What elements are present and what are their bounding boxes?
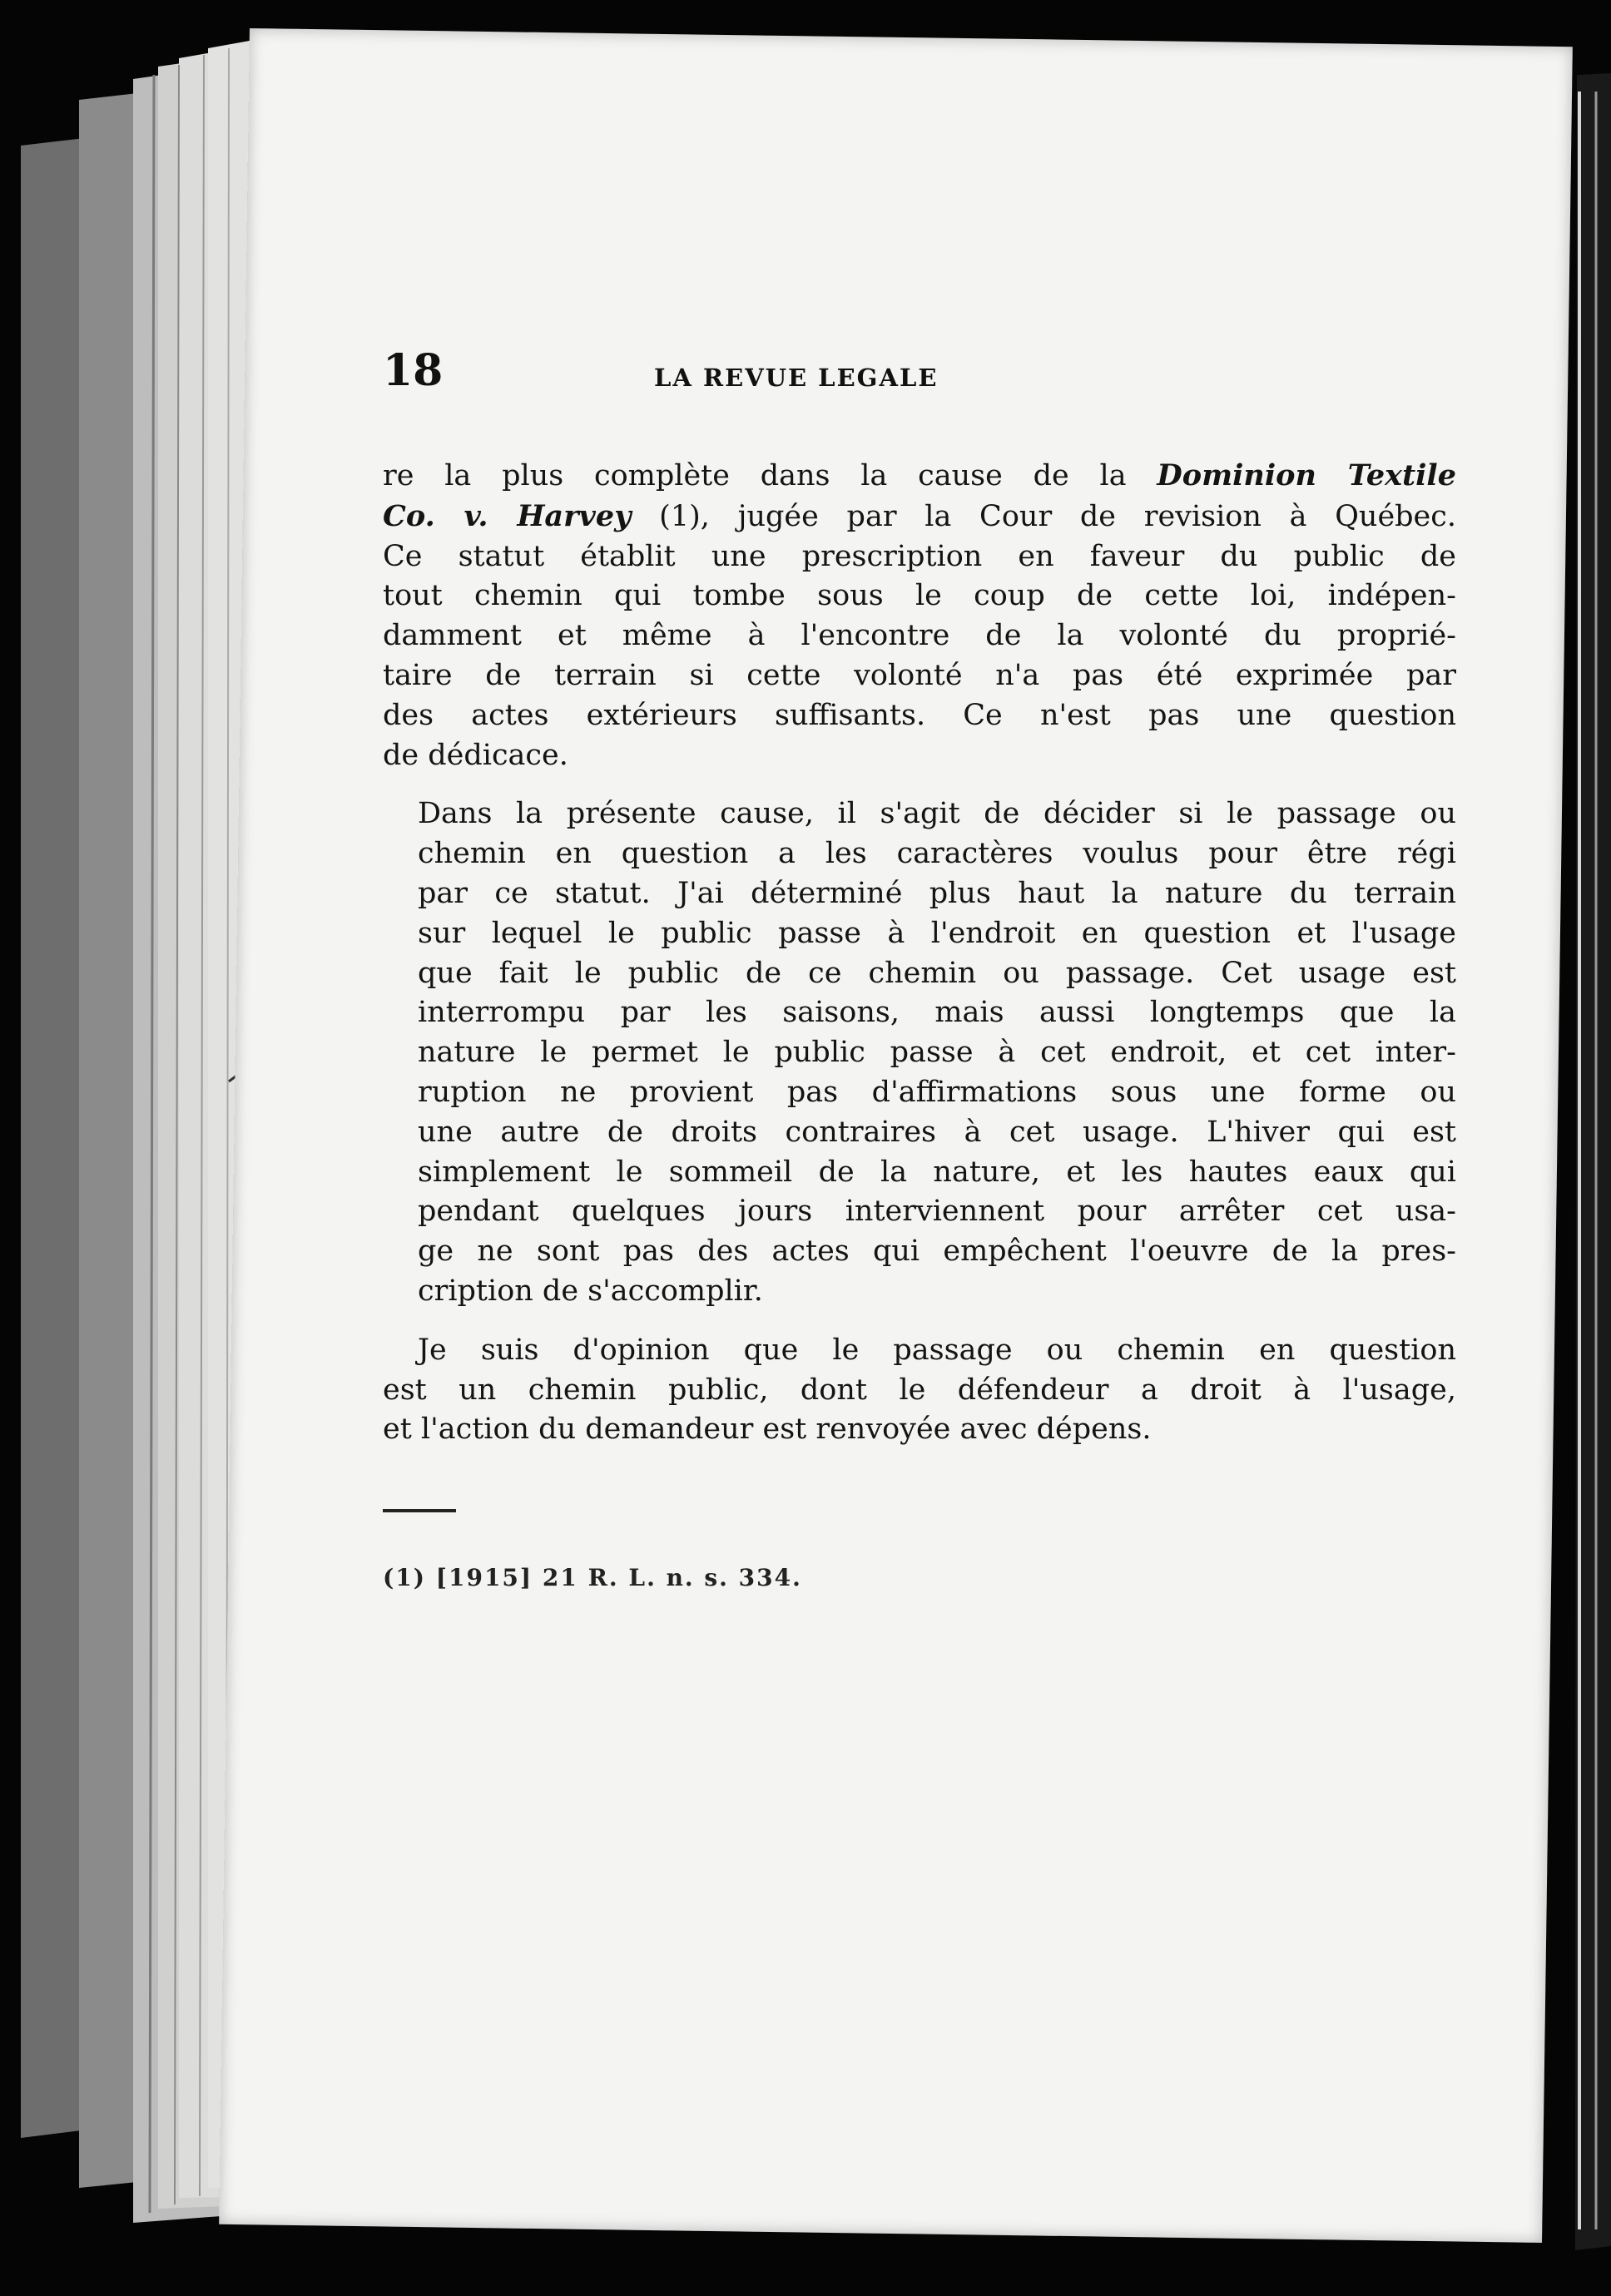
journal-title: LA REVUE LEGALE — [654, 364, 939, 392]
text-line: interrompu par les saisons, mais aussi longtemps que la — [418, 996, 1456, 1030]
running-header — [383, 345, 1456, 412]
paragraph — [383, 1331, 1456, 1450]
text-line: Ce statut établit une prescription en faveur du public de — [383, 539, 1456, 573]
text-line: une autre de droits contraires à cet usage. L'hiver qui est — [418, 1115, 1456, 1149]
text-line: tout chemin qui tombe sous le coup de cette loi, indépen- — [383, 579, 1456, 613]
text-line: chemin en question a les caractères voulus pour être régi — [418, 837, 1456, 871]
text-line: ruption ne provient pas d'affirmations sous une forme ou — [418, 1075, 1456, 1109]
text-line: ge ne sont pas des actes qui empêchent l'oeuvre de la pres- — [418, 1235, 1456, 1269]
paragraph — [383, 794, 1456, 1311]
text-line: nature le permet le public passe à cet endroit, et cet inter- — [418, 1036, 1456, 1070]
text-line: et l'action du demandeur est renvoyée avec dépens. — [383, 1413, 1152, 1447]
text-line: est un chemin public, dont le défendeur a droit à l'usage, — [383, 1373, 1456, 1407]
text-line: par ce statut. J'ai déterminé plus haut la nature du terrain — [418, 876, 1456, 910]
footnote: (1) [1915] 21 R. L. n. s. 334. — [383, 1564, 802, 1591]
text-line: cription de s'accomplir. — [418, 1274, 763, 1308]
text-line: taire de terrain si cette volonté n'a pas été exprimée par — [383, 658, 1456, 692]
text-line: simplement le sommeil de la nature, et les hautes eaux qui — [418, 1155, 1456, 1189]
text-line: sur lequel le public passe à l'endroit en question et l'usage — [418, 916, 1456, 950]
text-line: que fait le public de ce chemin ou passage. Cet usage est — [418, 956, 1456, 990]
text-line: Je suis d'opinion que le passage ou chemin en question — [418, 1333, 1456, 1367]
body-text — [383, 456, 1456, 1469]
footnote-rule — [383, 1509, 456, 1512]
text-line: des actes extérieurs suffisants. Ce n'est pas une question — [383, 698, 1456, 732]
text-line: damment et même à l'encontre de la volonté du proprié- — [383, 619, 1456, 653]
text-line: de dédicace. — [383, 738, 568, 772]
text-line: pendant quelques jours interviennent pour arrêter cet usa- — [418, 1195, 1456, 1229]
text-line: Co. v. Harvey (1), jugée par la Cour de revision à Québec. — [383, 498, 1457, 533]
page-number: 18 — [383, 345, 444, 396]
text-line: Dans la présente cause, il s'agit de décider si le passage ou — [418, 797, 1456, 831]
text-line: re la plus complète dans la cause de la Dominion Textile — [383, 458, 1456, 492]
paragraph — [383, 456, 1456, 775]
